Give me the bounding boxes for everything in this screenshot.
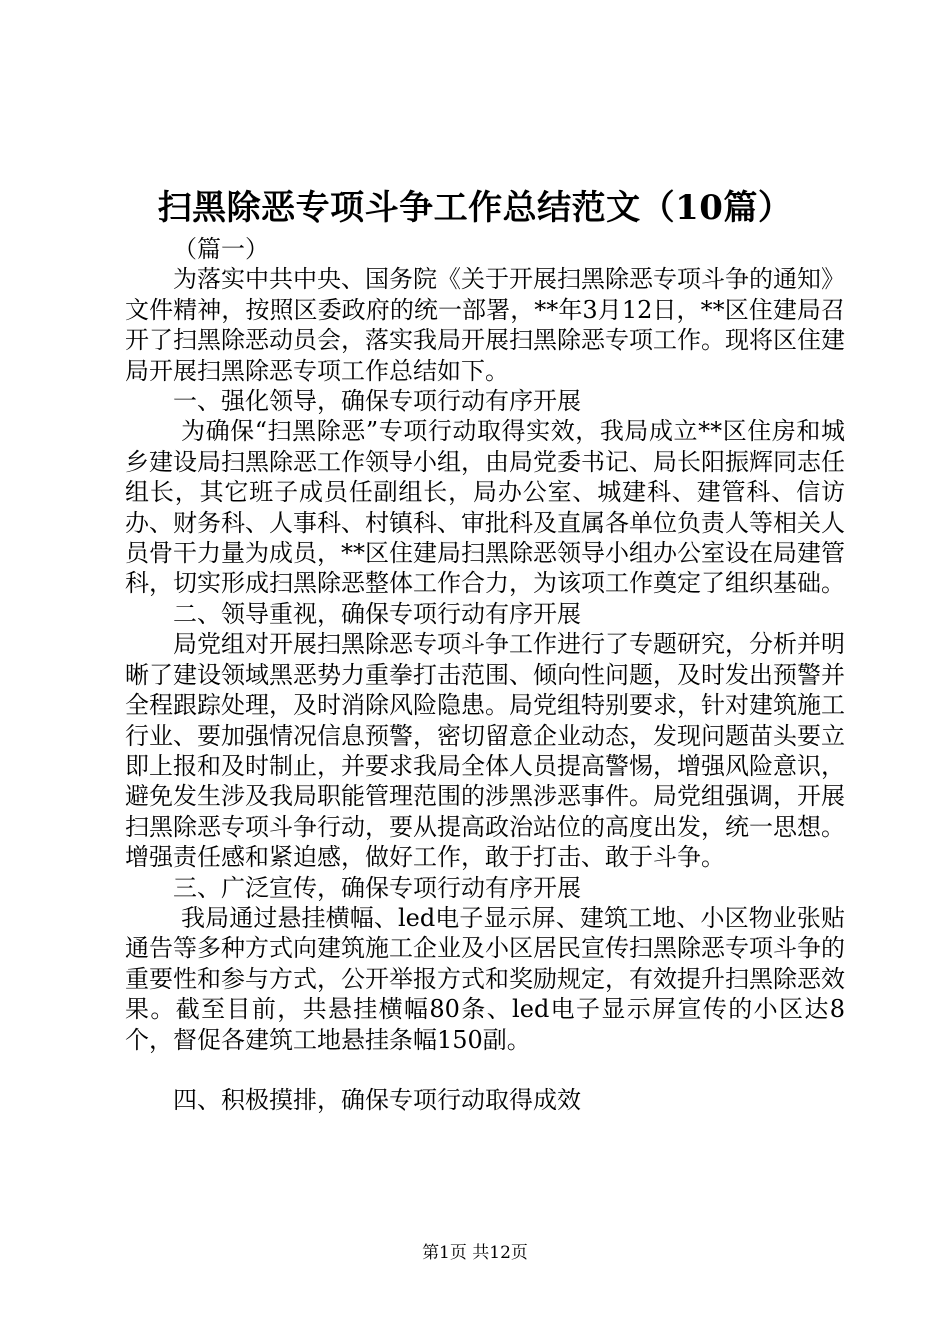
- paragraph-gap: [125, 1055, 845, 1085]
- page-footer: 第1页 共12页: [422, 1243, 528, 1263]
- part-label: （篇一）: [173, 235, 269, 263]
- section-2-body: 局党组对开展扫黑除恶专项斗争工作进行了专题研究，分析并明晰了建设领域黑恶势力重拳打击范围、倾向性问题，及时发出预警并全程跟踪处理，及时消除风险隐患。局党组特别要求，针对建筑施工行业、要加强情况信息预警，密切留意企业动态，发现问题苗头要立即上报和及时制止，并要求我局全体人员提高警惕，增强风险意识，避免发生涉及我局职能管理范围的涉黑涉恶事件。局党组强调，开展扫黑除恶专项斗争行动，要从提高政治站位的高度出发，统一思想。增强责任感和紧迫感，做好工作，敢于打击、敢于斗争。: [125, 630, 845, 872]
- section-1-body: 为确保“扫黑除恶”专项行动取得实效，我局成立**区住房和城乡建设局扫黑除恶工作领导小组，由局党委书记、局长阳振辉同志任组长，其它班子成员任副组长，局办公室、城建科、建管科、信访办、财务科、人事科、村镇科、审批科及直属各单位负责人等相关人员骨干力量为成员，**区住建局扫黑除恶领导小组办公室设在局建管科，切实形成扫黑除恶整体工作合力，为该项工作奠定了组织基础。: [125, 417, 845, 598]
- section-4-heading: 四、积极摸排，确保专项行动取得成效: [173, 1085, 581, 1114]
- intro-paragraph: 为落实中共中央、国务院《关于开展扫黑除恶专项斗争的通知》文件精神，按照区委政府的统一部署，**年3月12日，**区住建局召开了扫黑除恶动员会，落实我局开展扫黑除恶专项工作。现将区住建局开展扫黑除恶专项工作总结如下。: [125, 265, 845, 385]
- document-body: [125, 234, 845, 1115]
- section-3-body: 我局通过悬挂横幅、led电子显示屏、建筑工地、小区物业张贴通告等多种方式向建筑施工企业及小区居民宣传扫黑除恶专项斗争的重要性和参与方式，公开举报方式和奖励规定，有效提升扫黑除恶效果。截至目前，共悬挂横幅80条、led电子显示屏宣传的小区达8个，督促各建筑工地悬挂条幅150副。: [125, 903, 845, 1054]
- document-title: 扫黑除恶专项斗争工作总结范文（10篇）: [157, 188, 793, 228]
- section-1-heading: 一、强化领导，确保专项行动有序开展: [173, 387, 581, 416]
- section-3-heading: 三、广泛宣传，确保专项行动有序开展: [173, 873, 581, 902]
- section-2-heading: 二、领导重视，确保专项行动有序开展: [173, 599, 581, 628]
